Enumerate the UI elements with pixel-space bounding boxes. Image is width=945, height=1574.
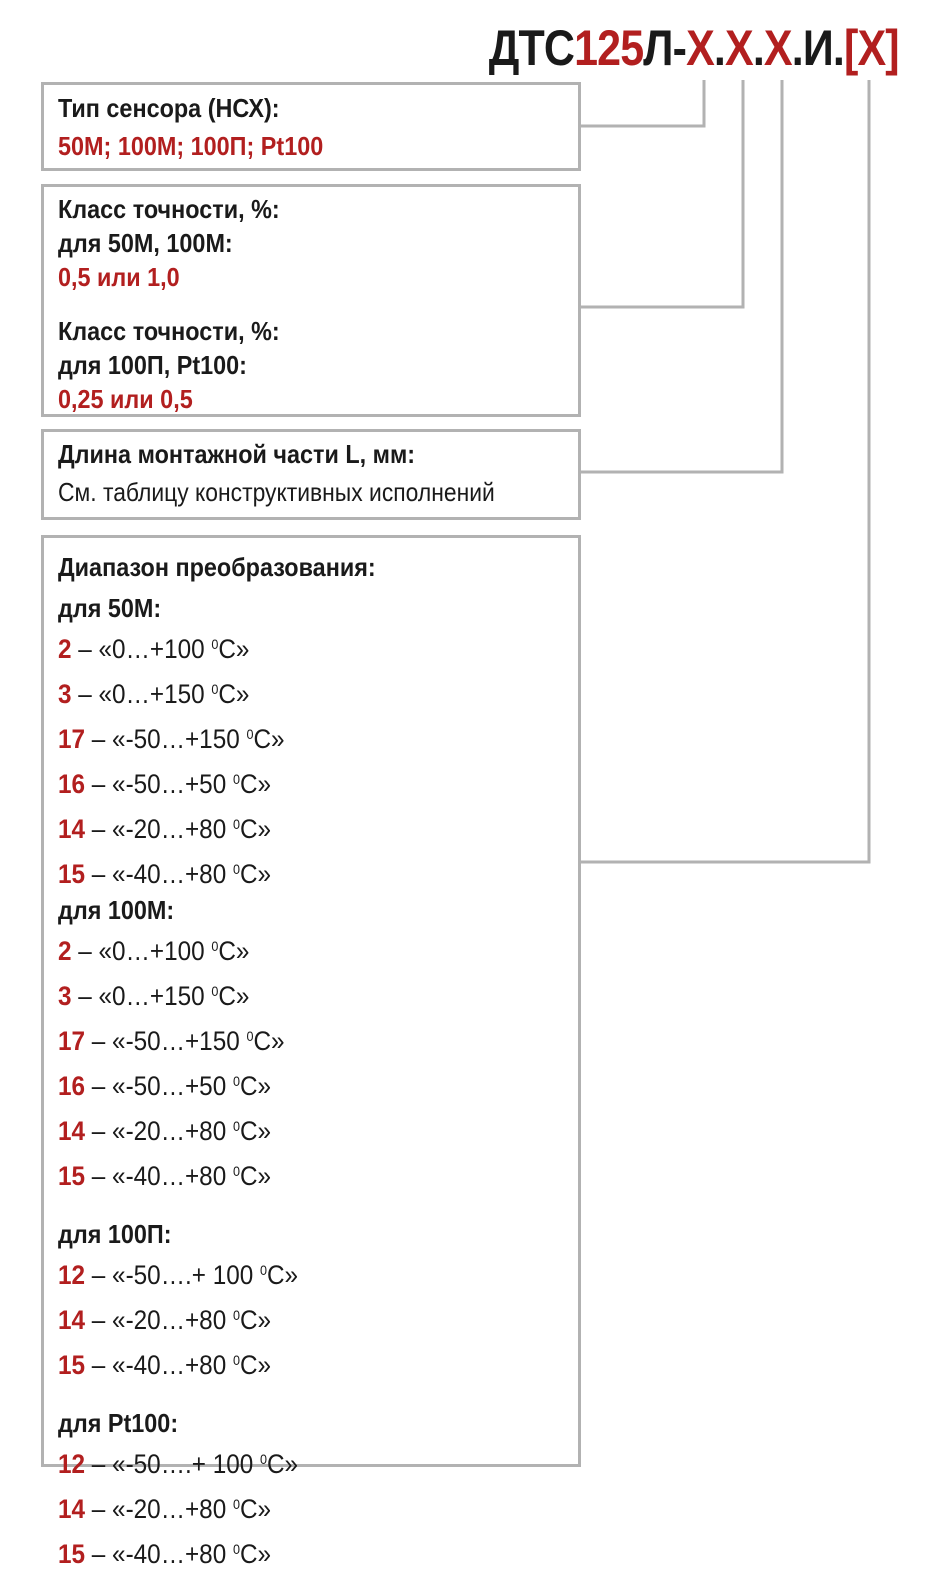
range-unit: С» <box>239 1071 272 1101</box>
range-code: 16 <box>58 1071 86 1101</box>
code-bracket-open: [ <box>844 20 858 76</box>
range-row <box>58 624 526 669</box>
degree-mark: 0 <box>232 1352 240 1368</box>
code-x-sensor: Х <box>686 20 715 76</box>
connector-length <box>581 80 782 472</box>
range-text: – «0…+150 <box>71 981 212 1011</box>
accuracy-for-1: для 50М, 100М: <box>58 228 233 258</box>
range-code: 3 <box>58 679 72 709</box>
range-row <box>58 1295 526 1340</box>
range-group-label: для 50М: <box>58 593 162 623</box>
range-unit: С» <box>239 1494 272 1524</box>
range-code: 14 <box>58 814 86 844</box>
sensor-values: 50М; 100М; 100П; Pt100 <box>58 131 324 161</box>
range-row <box>58 1151 526 1196</box>
range-text: – «-40…+80 <box>85 1161 233 1191</box>
degree-mark: 0 <box>211 636 219 652</box>
length-heading: Длина монтажной части L, мм: <box>58 439 416 469</box>
code-prefix: ДТС <box>488 20 575 76</box>
model-code <box>489 18 899 78</box>
range-group-label: для Pt100: <box>58 1408 179 1438</box>
range-row <box>58 971 526 1016</box>
length-note: См. таблицу конструктивных исполнений <box>58 477 495 507</box>
range-unit: С» <box>267 1449 299 1479</box>
code-x-accuracy: Х <box>725 20 754 76</box>
range-row <box>58 1061 526 1106</box>
degree-mark: 0 <box>232 771 240 787</box>
degree-mark: 0 <box>232 1118 240 1134</box>
range-text: – «-20…+80 <box>85 1494 233 1524</box>
range-unit: С» <box>239 769 272 799</box>
range-unit: С» <box>218 679 250 709</box>
range-box <box>41 535 581 1569</box>
range-unit: С» <box>239 1350 272 1380</box>
range-text: – «0…+100 <box>71 634 212 664</box>
range-unit: С» <box>253 724 285 754</box>
range-code: 3 <box>58 981 72 1011</box>
range-unit: С» <box>267 1260 299 1290</box>
degree-mark: 0 <box>232 816 240 832</box>
range-code: 15 <box>58 859 86 889</box>
range-text: – «-20…+80 <box>85 1305 233 1335</box>
range-unit: С» <box>218 634 250 664</box>
degree-mark: 0 <box>246 726 254 742</box>
degree-mark: 0 <box>211 938 219 954</box>
sensor-box <box>41 82 581 171</box>
range-code: 12 <box>58 1449 86 1479</box>
accuracy-box <box>41 184 581 417</box>
range-text: – «-40…+80 <box>85 859 233 889</box>
range-code: 14 <box>58 1494 86 1524</box>
code-tail: .И. <box>792 20 845 76</box>
degree-mark: 0 <box>232 1307 240 1323</box>
range-unit: С» <box>253 1026 285 1056</box>
code-bracket-close: ] <box>885 20 899 76</box>
degree-mark: 0 <box>232 861 240 877</box>
degree-mark: 0 <box>259 1451 268 1467</box>
range-row <box>58 1439 526 1484</box>
range-row <box>58 714 526 759</box>
degree-mark: 0 <box>232 1496 240 1512</box>
code-dot: . <box>753 20 765 76</box>
range-row <box>58 669 526 714</box>
range-row <box>58 1340 526 1385</box>
range-text: – «-20…+80 <box>85 1116 233 1146</box>
range-code: 15 <box>58 1539 86 1569</box>
range-code: 17 <box>58 724 86 754</box>
accuracy-values-2: 0,25 или 0,5 <box>58 384 193 414</box>
sensor-heading: Тип сенсора (НСХ): <box>58 93 280 123</box>
range-text: – «-40…+80 <box>85 1539 233 1569</box>
range-unit: С» <box>239 859 272 889</box>
range-unit: С» <box>239 1161 272 1191</box>
range-code: 16 <box>58 769 86 799</box>
range-row <box>58 804 526 849</box>
range-code: 14 <box>58 1116 86 1146</box>
degree-mark: 0 <box>232 1163 240 1179</box>
range-text: – «-50….+ 100 <box>85 1260 260 1290</box>
range-text: – «-20…+80 <box>85 814 233 844</box>
range-unit: С» <box>239 1539 272 1569</box>
range-heading: Диапазон преобразования: <box>58 552 376 582</box>
range-row <box>58 1484 526 1529</box>
range-row <box>58 926 526 971</box>
range-groups <box>58 592 578 1574</box>
range-code: 2 <box>58 634 72 664</box>
range-code: 15 <box>58 1161 86 1191</box>
range-code: 12 <box>58 1260 86 1290</box>
range-row <box>58 849 526 894</box>
degree-mark: 0 <box>232 1073 240 1089</box>
range-row <box>58 759 526 804</box>
range-text: – «-40…+80 <box>85 1350 233 1380</box>
range-unit: С» <box>218 936 250 966</box>
range-unit: С» <box>239 1305 272 1335</box>
range-unit: С» <box>218 981 250 1011</box>
range-text: – «-50…+150 <box>85 1026 247 1056</box>
range-group-label: для 100М: <box>58 895 175 925</box>
accuracy-values-1: 0,5 или 1,0 <box>58 262 180 292</box>
code-x-range: Х <box>857 20 886 76</box>
range-unit: С» <box>239 1116 272 1146</box>
range-text: – «-50…+150 <box>85 724 247 754</box>
range-group-label: для 100П: <box>58 1219 172 1249</box>
range-row <box>58 1016 526 1061</box>
range-unit: С» <box>239 814 272 844</box>
code-model: 125 <box>574 20 644 76</box>
connector-accuracy <box>581 80 743 307</box>
degree-mark: 0 <box>211 681 219 697</box>
range-code: 17 <box>58 1026 86 1056</box>
degree-mark: 0 <box>246 1028 254 1044</box>
degree-mark: 0 <box>211 983 219 999</box>
range-code: 14 <box>58 1305 86 1335</box>
degree-mark: 0 <box>259 1262 268 1278</box>
range-row <box>58 1250 526 1295</box>
range-text: – «-50…+50 <box>85 1071 233 1101</box>
range-text: – «-50….+ 100 <box>85 1449 260 1479</box>
range-code: 15 <box>58 1350 86 1380</box>
accuracy-heading-1: Класс точности, %: <box>58 194 280 224</box>
code-dot: . <box>714 20 726 76</box>
range-code: 2 <box>58 936 72 966</box>
length-box <box>41 429 581 520</box>
range-row <box>58 1106 526 1151</box>
accuracy-for-2: для 100П, Pt100: <box>58 350 247 380</box>
degree-mark: 0 <box>232 1541 240 1557</box>
range-row <box>58 1529 526 1574</box>
accuracy-heading-2: Класс точности, %: <box>58 316 280 346</box>
code-x-length: Х <box>764 20 793 76</box>
connector-sensor <box>581 80 704 126</box>
range-text: – «0…+150 <box>71 679 212 709</box>
range-text: – «-50…+50 <box>85 769 233 799</box>
range-text: – «0…+100 <box>71 936 212 966</box>
code-suffix: Л- <box>643 20 687 76</box>
